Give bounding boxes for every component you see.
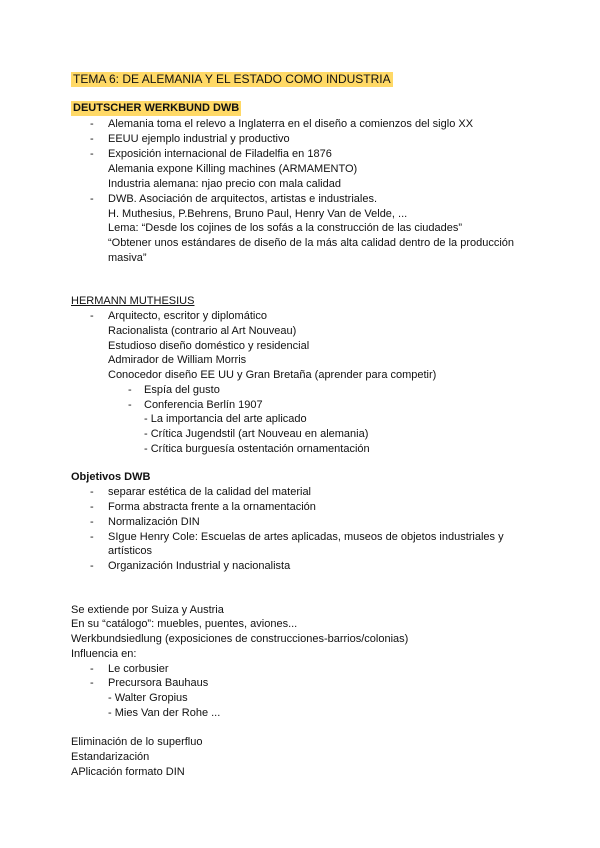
sub-list-item: - Mies Van der Rohe ... [108,707,221,719]
bullet-dash: - [90,486,94,498]
sub-list-item: - Walter Gropius [108,692,188,704]
list-item: Precursora Bauhaus [108,677,209,689]
list-item: EEUU ejemplo industrial y productivo [108,133,290,145]
page-title: TEMA 6: DE ALEMANIA Y EL ESTADO COMO INDUSTRIA [73,72,391,86]
list-item-continuation: Lema: “Desde los cojines de los sofás a la construcción de las ciudades” [108,222,463,234]
bullet-dash: - [90,193,94,205]
list-item-continuation: H. Muthesius, P.Behrens, Bruno Paul, Henry Van de Velde, ... [108,208,408,220]
bullet-dash: - [90,501,94,513]
bullet-dash: - [90,148,94,160]
section-heading-objetivos: Objetivos DWB [71,471,151,483]
bullet-dash: - [90,310,94,322]
sub-list-item: Conferencia Berlín 1907 [144,399,263,411]
bullet-dash: - [90,531,94,543]
list-item: SIgue Henry Cole: Escuelas de artes aplicadas, museos de objetos industriales y [108,531,504,543]
bullet-dash: - [90,133,94,145]
paragraph-line: Estandarización [71,751,150,763]
list-item: Forma abstracta frente a la ornamentación [108,501,316,513]
paragraph-line: Se extiende por Suiza y Austria [71,604,224,616]
sub-list-item: Espía del gusto [144,384,220,396]
list-item: Organización Industrial y nacionalista [108,560,291,572]
sub-sub-list-item: - Crítica burguesía ostentación ornamentación [144,443,370,455]
paragraph-line: APlicación formato DIN [71,766,185,778]
list-item-continuation: Alemania expone Killing machines (ARMAMENTO) [108,163,358,175]
bullet-dash: - [128,384,132,396]
paragraph-line: Influencia en: [71,648,137,660]
list-item-continuation: Admirador de William Morris [108,354,247,366]
list-item-continuation: Industria alemana: njao precio con mala calidad [108,178,341,190]
list-item: Le corbusier [108,663,169,675]
bullet-dash: - [90,560,94,572]
list-item-continuation: artísticos [108,545,153,557]
section-heading-dwb: DEUTSCHER WERKBUND DWB [73,102,240,114]
sub-sub-list-item: - La importancia del arte aplicado [144,413,307,425]
list-item-continuation: Conocedor diseño EE UU y Gran Bretaña (aprender para competir) [108,369,437,381]
list-item-continuation: Estudioso diseño doméstico y residencial [108,340,310,352]
paragraph-line: En su “catálogo”: muebles, puentes, aviones... [71,618,298,630]
paragraph-line: Eliminación de lo superfluo [71,736,203,748]
sub-sub-list-item: - Crítica Jugendstil (art Nouveau en alemania) [144,428,369,440]
list-item-continuation: masiva” [108,252,147,264]
list-item: separar estética de la calidad del material [108,486,312,498]
list-item: Exposición internacional de Filadelfia en 1876 [108,148,332,160]
list-item: DWB. Asociación de arquitectos, artistas e industriales. [108,193,378,205]
paragraph-line: Werkbundsiedlung (exposiciones de construcciones-barrios/colonias) [71,633,409,645]
bullet-dash: - [90,677,94,689]
list-item: Arquitecto, escritor y diplomático [108,310,267,322]
bullet-dash: - [90,516,94,528]
list-item-continuation: “Obtener unos estándares de diseño de la más alta calidad dentro de la producción [108,237,515,249]
section-heading-muthesius: HERMANN MUTHESIUS [71,295,195,307]
list-item-continuation: Racionalista (contrario al Art Nouveau) [108,325,297,337]
list-item: Alemania toma el relevo a Inglaterra en el diseño a comienzos del siglo XX [108,118,474,130]
bullet-dash: - [90,663,94,675]
list-item: Normalización DIN [108,516,200,528]
bullet-dash: - [128,399,132,411]
bullet-dash: - [90,118,94,130]
